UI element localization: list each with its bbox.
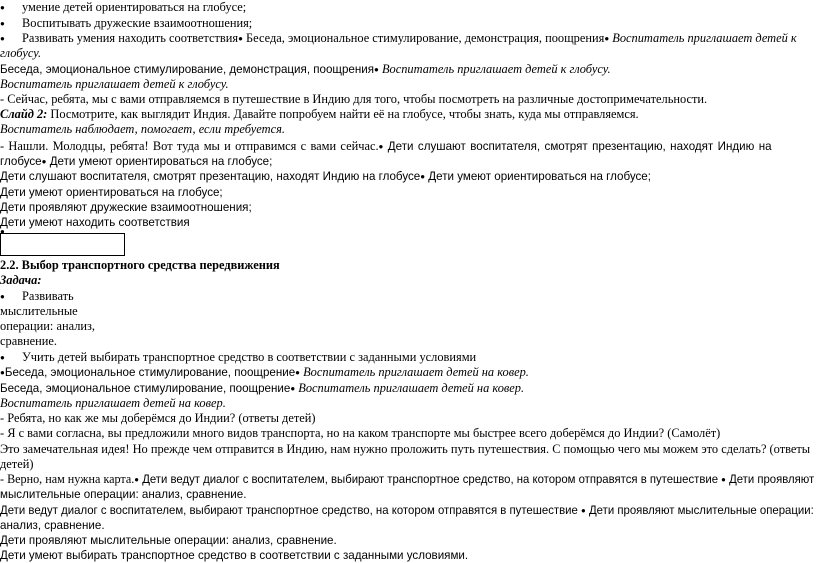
text-line: Воспитатель приглашает детей к глобусу. — [0, 77, 229, 91]
text-line: Это замечательная идея! Но прежде чем отправится в Индию, нам нужно проложить путь путешествия. С помощью чего мы можем это сделать? (ответы — [0, 442, 811, 456]
text-line: Воспитатель наблюдает, помогает, если требуется. — [0, 122, 285, 136]
text-line: глобусе● Дети умеют ориентироваться на глобусе; — [0, 154, 272, 170]
text-line: Беседа, эмоциональное стимулирование, демонстрация, поощрения● Воспитатель приглашает детей к глобусу. — [0, 62, 611, 78]
bullet-icon — [0, 365, 5, 379]
text-line: Воспитатель приглашает детей на ковер. — [0, 396, 226, 410]
text-line: Дети умеют выбирать транспортное средство в соответствии с заданными условиями. — [0, 549, 469, 562]
list-item: ●Развивать — [0, 289, 74, 305]
section-heading: 2.2. Выбор транспортного средства передвижения — [0, 258, 280, 272]
bullet-icon — [295, 365, 300, 379]
text-line: сравнение. — [0, 334, 58, 348]
text-line: мыслительные — [0, 304, 78, 318]
text-line: - Нашли. Молодцы, ребята! Вот туда мы и отправимся с вами сейчас.● Дети слушают воспитателя, смотрят презентацию, находят Индию на — [0, 139, 772, 155]
task-label: Задача: — [0, 273, 42, 287]
list-item: ●умение детей ориентироваться на глобусе; — [0, 0, 246, 16]
text-line: Дети умеют находить соответствия — [0, 216, 190, 229]
bullet-icon — [0, 31, 22, 47]
text-line: Слайд 2: Посмотрите, как выглядит Индия. Давайте попробуем найти её на глобусе, чтобы знать, куда мы отправляемся. — [0, 107, 639, 121]
bullet-icon — [581, 503, 586, 517]
bullet-icon — [0, 0, 22, 16]
empty-cell-box — [0, 233, 125, 256]
bullet-icon — [374, 62, 379, 76]
text-line: мыслительные операции: анализ, сравнение. — [0, 488, 247, 501]
bullet-icon — [0, 350, 22, 366]
text-line: Дети проявляют мыслительные операции: анализ, сравнение. — [0, 534, 337, 547]
text-line: - Сейчас, ребята, мы с вами отправляемся в путешествие в Индию для того, чтобы посмотреть на различные достопримечательности. — [0, 92, 708, 106]
bullet-icon — [0, 289, 22, 305]
text-line: Дети проявляют дружеские взаимоотношения; — [0, 201, 252, 214]
bullet-icon — [0, 16, 22, 32]
bullet-icon — [238, 31, 243, 45]
text-line: глобусу. — [0, 46, 42, 60]
list-item: ●Учить детей выбирать транспортное средство в соответствии с заданными условиями — [0, 350, 476, 366]
bullet-icon — [604, 31, 609, 45]
text-line: ● Беседа, эмоциональное стимулирование, поощрение● Воспитатель приглашает детей на ковер. — [0, 365, 529, 381]
text-line: Беседа, эмоциональное стимулирование, поощрение● Воспитатель приглашает детей на ковер. — [0, 381, 524, 397]
list-item: ●Развивать умения находить соответствия● Беседа, эмоциональное стимулирование, демонстрация, поощрения● Воспитатель приглашает детей к — [0, 31, 797, 47]
text-line: - Я с вами согласна, вы предложили много видов транспорта, но на каком транспорте мы быстрее всего доберёмся до Индии? (Самолёт) — [0, 426, 721, 440]
bullet-icon — [420, 169, 425, 183]
list-item: ●Воспитывать дружеские взаимоотношения; — [0, 16, 252, 32]
bullet-icon — [134, 472, 139, 486]
text-line: - Ребята, но как же мы доберёмся до Индии? (ответы детей) — [0, 411, 316, 425]
bullet-icon — [42, 154, 47, 168]
text-line: Дети ведут диалог с воспитателем, выбирают транспортное средство, на котором отправятся в путешествие ● Дети проявляют мыслительные операции: — [0, 503, 814, 519]
bullet-icon — [721, 472, 726, 486]
text-line: Дети слушают воспитателя, смотрят презентацию, находят Индию на глобусе● Дети умеют ориентироваться на глобусе; — [0, 169, 651, 185]
text-line: анализ, сравнение. — [0, 519, 105, 532]
text-line: операции: анализ, — [0, 319, 95, 333]
bullet-icon — [379, 139, 384, 153]
text-line: - Верно, нам нужна карта.● Дети ведут диалог с воспитателем, выбирают транспортное средство, на котором отправятся в путешествие ● Дети проявляют — [0, 472, 814, 488]
bullet-icon — [290, 381, 295, 395]
text-line: Дети умеют ориентироваться на глобусе; — [0, 186, 223, 199]
text-line: детей) — [0, 457, 34, 471]
